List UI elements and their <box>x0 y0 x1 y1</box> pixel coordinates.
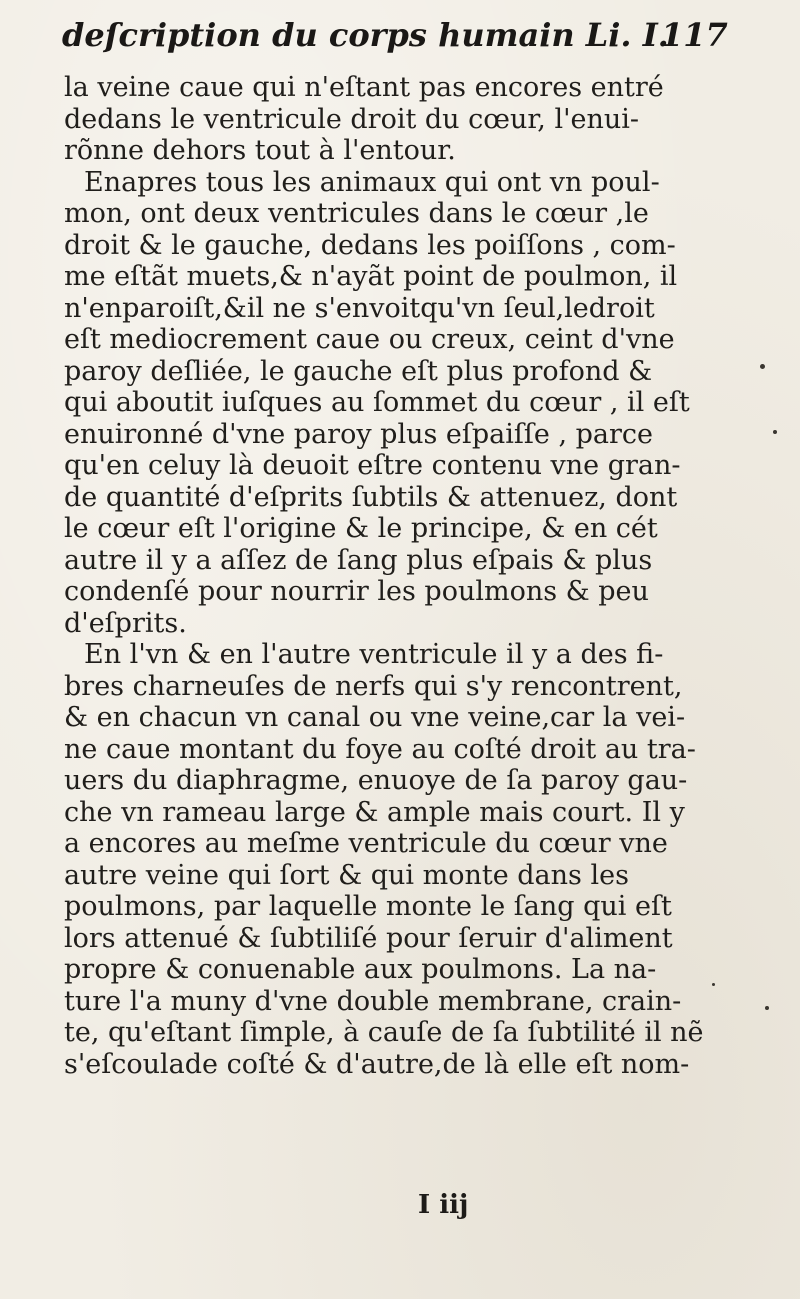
text-line: & en chacun vn canal ou vne veine,car la vei- <box>64 702 686 733</box>
text-line: la veine caue qui n'eſtant pas encores entré <box>64 72 664 103</box>
running-title: deſcription du corps humain Li. I. <box>62 16 669 54</box>
ink-speck <box>773 430 777 434</box>
ink-speck <box>760 364 765 369</box>
text-line: rõnne dehors tout à l'entour. <box>64 135 456 166</box>
text-line: dedans le ventricule droit du cœur, l'enui- <box>64 103 640 135</box>
text-line: poulmons, par laquelle monte le ſang qui eſt <box>64 891 672 922</box>
text-line: autre veine qui ſort & qui monte dans les <box>64 859 629 891</box>
signature-mark: I iij <box>418 1190 469 1220</box>
text-line: me eſtãt muets,& n'ayãt point de poulmon, il <box>64 261 678 292</box>
text-line: mon, ont deux ventricules dans le cœur ,le <box>64 198 649 229</box>
text-line: qu'en celuy là deuoit eſtre contenu vne gran- <box>64 450 681 481</box>
text-line: le cœur eſt l'origine & le principe, & en cét <box>64 513 658 544</box>
text-line: autre il y a aſſez de ſang plus eſpais & plus <box>64 544 653 576</box>
text-line: condenſé pour nourrir les poulmons & peu <box>64 576 649 607</box>
text-line: enuironné d'vne paroy plus eſpaiſſe , parce <box>64 418 654 450</box>
text-line: bres charneuſes de nerfs qui s'y rencontrent, <box>64 670 683 702</box>
text-line: Enapres tous les animaux qui ont vn poul- <box>84 166 660 198</box>
ink-speck <box>765 1006 769 1010</box>
text-line: ture l'a muny d'vne double membrane, crain- <box>64 985 682 1017</box>
text-line: d'eſprits. <box>64 607 187 639</box>
text-line: de quantité d'eſprits ſubtils & attenuez, dont <box>64 481 678 513</box>
text-line: ne caue montant du foye au coſté droit au tra- <box>64 733 696 765</box>
text-line: te, qu'eſtant ſimple, à cauſe de ſa ſubtilité il nẽ <box>64 1017 704 1048</box>
text-line: che vn rameau large & ample mais court. Il y <box>64 796 685 828</box>
page-number: 117 <box>661 16 728 54</box>
text-line: uers du diaphragme, enuoye de ſa paroy gau- <box>64 765 688 796</box>
text-line: s'eſcoulade coſté & d'autre,de là elle eſt nom- <box>64 1048 690 1080</box>
text-line: eſt mediocrement caue ou creux, ceint d'vne <box>64 324 675 355</box>
text-line: a encores au meſme ventricule du cœur vne <box>64 828 668 859</box>
text-line: n'enparoiſt,&il ne s'envoitqu'vn ſeul,ledroit <box>64 292 655 324</box>
ink-speck <box>712 983 715 986</box>
body-text <box>64 72 754 1080</box>
page-header <box>62 12 742 72</box>
text-line: paroy deſliée, le gauche eſt plus profond & <box>64 355 653 387</box>
text-line: qui aboutit iuſques au ſommet du cœur , il eſt <box>64 387 690 418</box>
text-line: propre & conuenable aux poulmons. La na- <box>64 954 657 985</box>
text-line: lors attenué & ſubtiliſé pour ſeruir d'aliment <box>64 922 673 954</box>
text-line: En l'vn & en l'autre ventricule il y a des fi- <box>84 639 664 670</box>
text-line: droit & le gauche, dedans les poiſſons , com- <box>64 229 676 261</box>
